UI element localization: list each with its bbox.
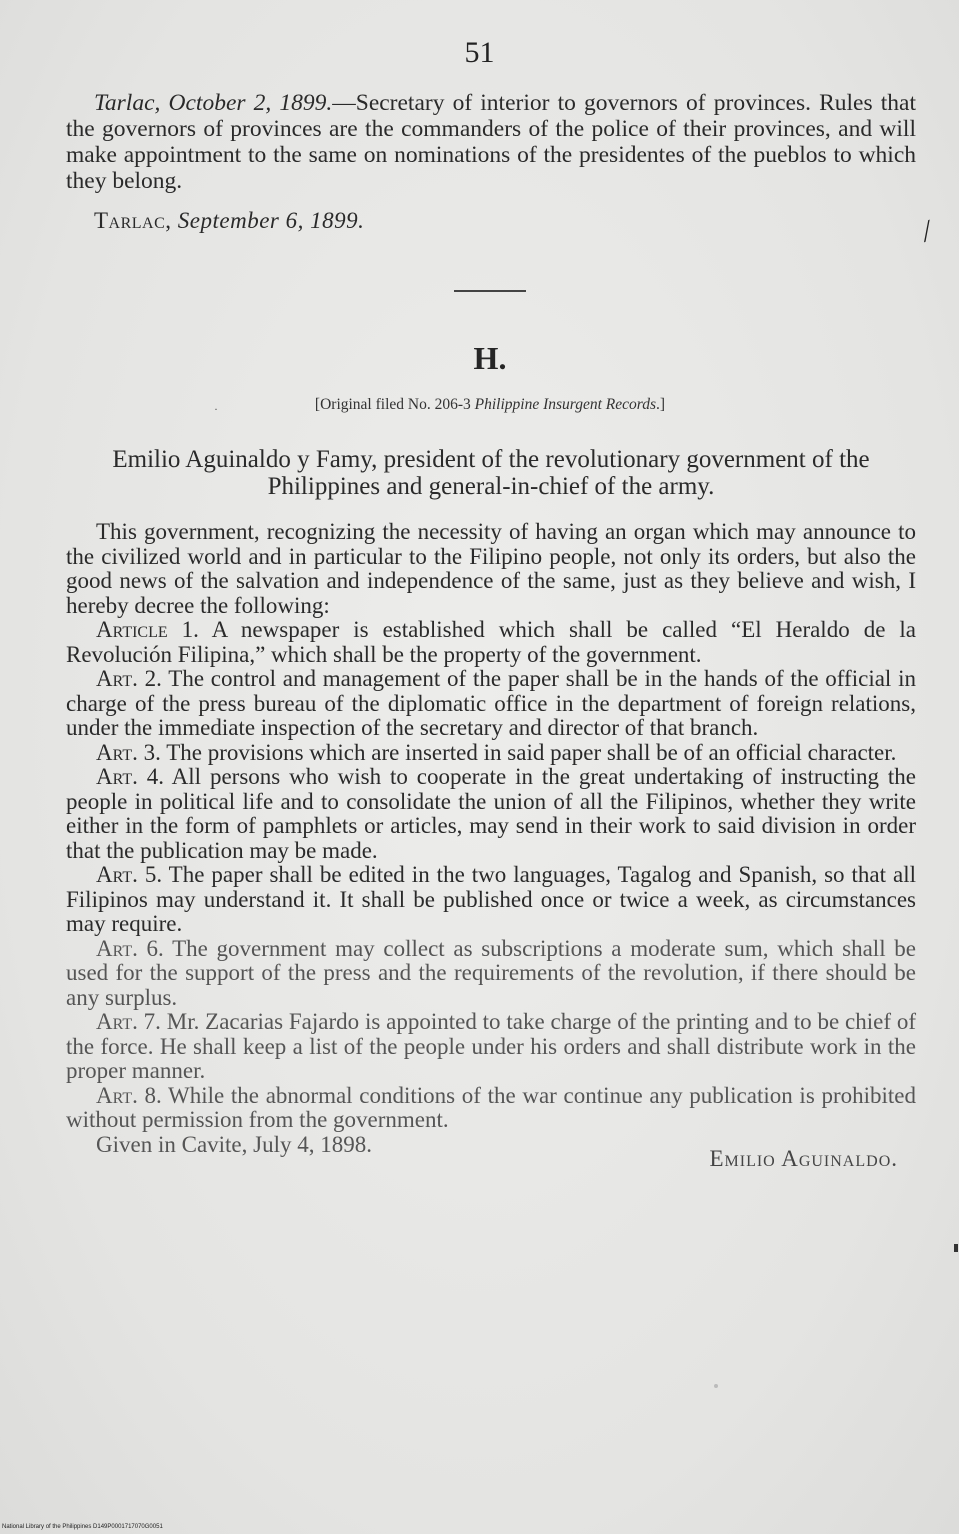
article-label: Art. 3. [96, 739, 161, 765]
article-label: Art. 4. [96, 764, 165, 789]
article-8 [66, 1084, 916, 1133]
article-text: The control and management of the paper shall be in the hands of the official in charge of the press bureau of the diplomatic office in the department of foreign relations, under the immediate inspection of the secretary and director of that branch. [66, 666, 916, 740]
preamble: This government, recognizing the necessity of having an organ which may announce to the civilized world and in particular to the Filipino people, not only its orders, but also the good news of the salvation and independence of the same, just as they believe and wish, I hereby decree the following: [66, 519, 916, 618]
archive-footer: National Library of the Philippines D149P0001717070G0051 [2, 1524, 163, 1530]
section-divider [454, 290, 526, 292]
article-4 [66, 765, 916, 863]
dated-date: September 6, 1899. [177, 208, 365, 233]
article-2 [66, 667, 916, 741]
filed-note-italic: Philippine Insurgent Records [474, 396, 657, 413]
decree-body [66, 519, 916, 1171]
article-3 [66, 741, 916, 766]
article-label: Art. 8. [96, 1082, 162, 1108]
article-text: The provisions which are inserted in said paper shall be of an official character. [166, 739, 897, 765]
article-text: All persons who wish to cooperate in the great undertaking of instructing the people in political life and to consolidate the union of all the Filipinos, whether they write either in the form of pamphlets or articles, may send in their work to said division in order that the publication may be made. [66, 764, 916, 863]
signature: Emilio Aguinaldo. [709, 1145, 898, 1171]
stray-mark: · [214, 402, 218, 416]
opening-paragraph [66, 90, 916, 194]
filed-note [0, 396, 959, 414]
filed-note-close: .] [656, 396, 666, 413]
given-line: Given in Cavite, July 4, 1898. [96, 1131, 372, 1157]
article-text: The paper shall be edited in the two languages, Tagalog and Spanish, so that all Filipinos may understand it. It shall be published once or twice a week, as circumstances may require. [66, 862, 916, 936]
article-text: A newspaper is established which shall be called “El Heraldo de la Revolución Filipina,” which shall be the property of the government. [66, 617, 916, 667]
article-label: Art. 2. [96, 666, 162, 691]
article-1 [66, 618, 916, 667]
article-6 [66, 937, 916, 1011]
opening-text: —Secretary of interior to governors of provinces. Rules that the governors of provinces are the commanders of the police of their provinces, and will make appointment to the same on nominations of the presidentes of the pueblos to which they belong. [66, 90, 916, 194]
dated-place: Tarlac, [94, 208, 172, 233]
article-label: Art. 5. [96, 862, 163, 887]
section-heading: H. [473, 340, 507, 376]
article-text: While the abnormal conditions of the war continue any publication is prohibited without permission from the government. [66, 1082, 916, 1132]
edge-mark [954, 1244, 958, 1252]
article-text: Mr. Zacarias Fajardo is appointed to take charge of the printing and to be chief of the force. He shall keep a list of the people under his orders and shall distribute work in the proper manner. [66, 1009, 916, 1083]
closing-row [66, 1131, 916, 1171]
article-label: Art. 7. [96, 1009, 161, 1034]
page-number: 51 [464, 36, 495, 69]
opening-dateline: Tarlac, October 2, 1899. [94, 90, 333, 116]
pen-mark-icon: ∕ [918, 216, 936, 247]
paper-speck [714, 1384, 718, 1388]
article-5 [66, 863, 916, 937]
filed-note-plain: [Original filed No. 206-3 [314, 396, 471, 413]
dated-line [94, 208, 364, 234]
article-text: The government may collect as subscriptions a moderate sum, which shall be used for the support of the press and the requirements of the revolution, if there should be any surplus. [66, 935, 916, 1010]
decree-title: Emilio Aguinaldo y Famy, president of the revolutionary government of the Philippines and general-in-chief of the army. [112, 446, 870, 500]
article-label: Art. 6. [96, 935, 164, 961]
article-label: Article 1. [96, 617, 199, 642]
article-7 [66, 1010, 916, 1084]
